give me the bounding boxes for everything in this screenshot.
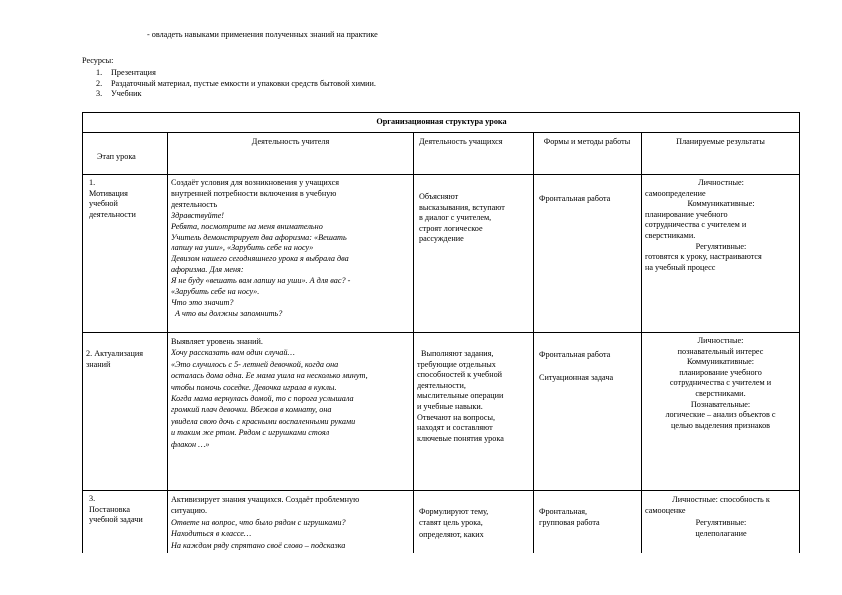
list-item: 1. Презентация xyxy=(96,68,156,77)
lesson-structure-table xyxy=(82,112,800,553)
row1-forms: Фронтальная работа xyxy=(539,194,611,203)
row1-results: Личностные: самоопределение Коммуникативные: планирование учебного сотрудничества с учителем и сверстниками. Регулятивные: готовятся к уроку, настраиваются на учебный процесс xyxy=(645,178,762,272)
row2-students: Выполняют задания, требующие отдельных способностей к учебной деятельности, мыслительные операции и учебные навыки. Отвечают на вопросы, находят и составляют ключевые понятия урока xyxy=(417,349,504,443)
list-item: 3. Учебник xyxy=(96,89,142,99)
list-item: 2. Раздаточный материал, пустые емкости и упаковки средств бытовой химии. xyxy=(96,78,376,88)
row3-teacher: Активизирует знания учащихся. Создаёт проблемную ситуацию. Ответе на вопрос, что было рядом с игрушками? Находиться в классе… На каждом ряду спрятано своё слово – подсказка xyxy=(171,495,360,550)
header-students: Деятельность учащихся xyxy=(419,137,503,146)
header-forms: Формы и методы работы xyxy=(543,137,631,146)
row2-teacher: Выявляет уровень знаний. Хочу рассказать вам один случай… «Это случилось с 5- летней девочкой, когда она осталась дома одна. Ее мама ушла на несколько минут, чтобы помочь соседке. Девочка играла в куклы. Когда мама вернулась домой, то с порога услышала громкий плач девочки. Вбежав в комнату, она увидела свою дочь с красными воспаленными руками и таким же ртом. Рядом с игрушками стоял флакон …» xyxy=(171,337,368,449)
row3-stage: 3. Постановка учебной задачи xyxy=(89,494,143,525)
header-results: Планируемые результаты xyxy=(676,137,765,146)
row2-stage: 2. Актуализация знаний xyxy=(86,349,143,369)
resources-list xyxy=(82,68,376,100)
goal-line: - овладеть навыками применения полученных знаний на практике xyxy=(147,30,378,39)
row3-forms: Фронтальная, групповая работа xyxy=(539,507,600,528)
resources-label: Ресурсы: xyxy=(82,56,114,65)
row1-students: Объясняют высказывания, вступают в диалог с учителем, строят логическое рассуждение xyxy=(419,192,505,244)
header-stage: Этап урока xyxy=(97,152,136,161)
table-title: Организационная структура урока xyxy=(376,117,507,126)
row2-forms: Фронтальная работа Ситуационная задача xyxy=(539,350,614,383)
row2-results: Личностные: познавательный интерес Коммуникативные: планирование учебного сотрудничества с учителем и сверстниками. Познавательные: логические – анализ объектов с целью выделения признаков xyxy=(665,336,776,430)
row3-students: Формулируют тему, ставят цель урока, определяют, каких xyxy=(419,507,489,539)
header-teacher: Деятельность учителя xyxy=(251,137,330,146)
row1-teacher: Создаёт условия для возникновения у учащихся внутренней потребности включения в учебную деятельность Здравствуйте! Ребята, посмотрите на меня внимательно Учитель демонстрирует два афоризма: «Вешать лапшу на уши», «Зарубить себе на носу» Девизом нашего сегодняшнего урока я выбрала два афоризма. Для меня: Я не буду «вешать вам лапшу на уши». А для вас? - «Зарубить себе на носу». Что это значит? А что вы должны запомнить? xyxy=(171,178,351,318)
row1-stage: 1. Мотивация учебной деятельности xyxy=(89,178,136,219)
row3-results: Личностные: способность к самооценке Регулятивные: целеполагание xyxy=(645,495,770,539)
